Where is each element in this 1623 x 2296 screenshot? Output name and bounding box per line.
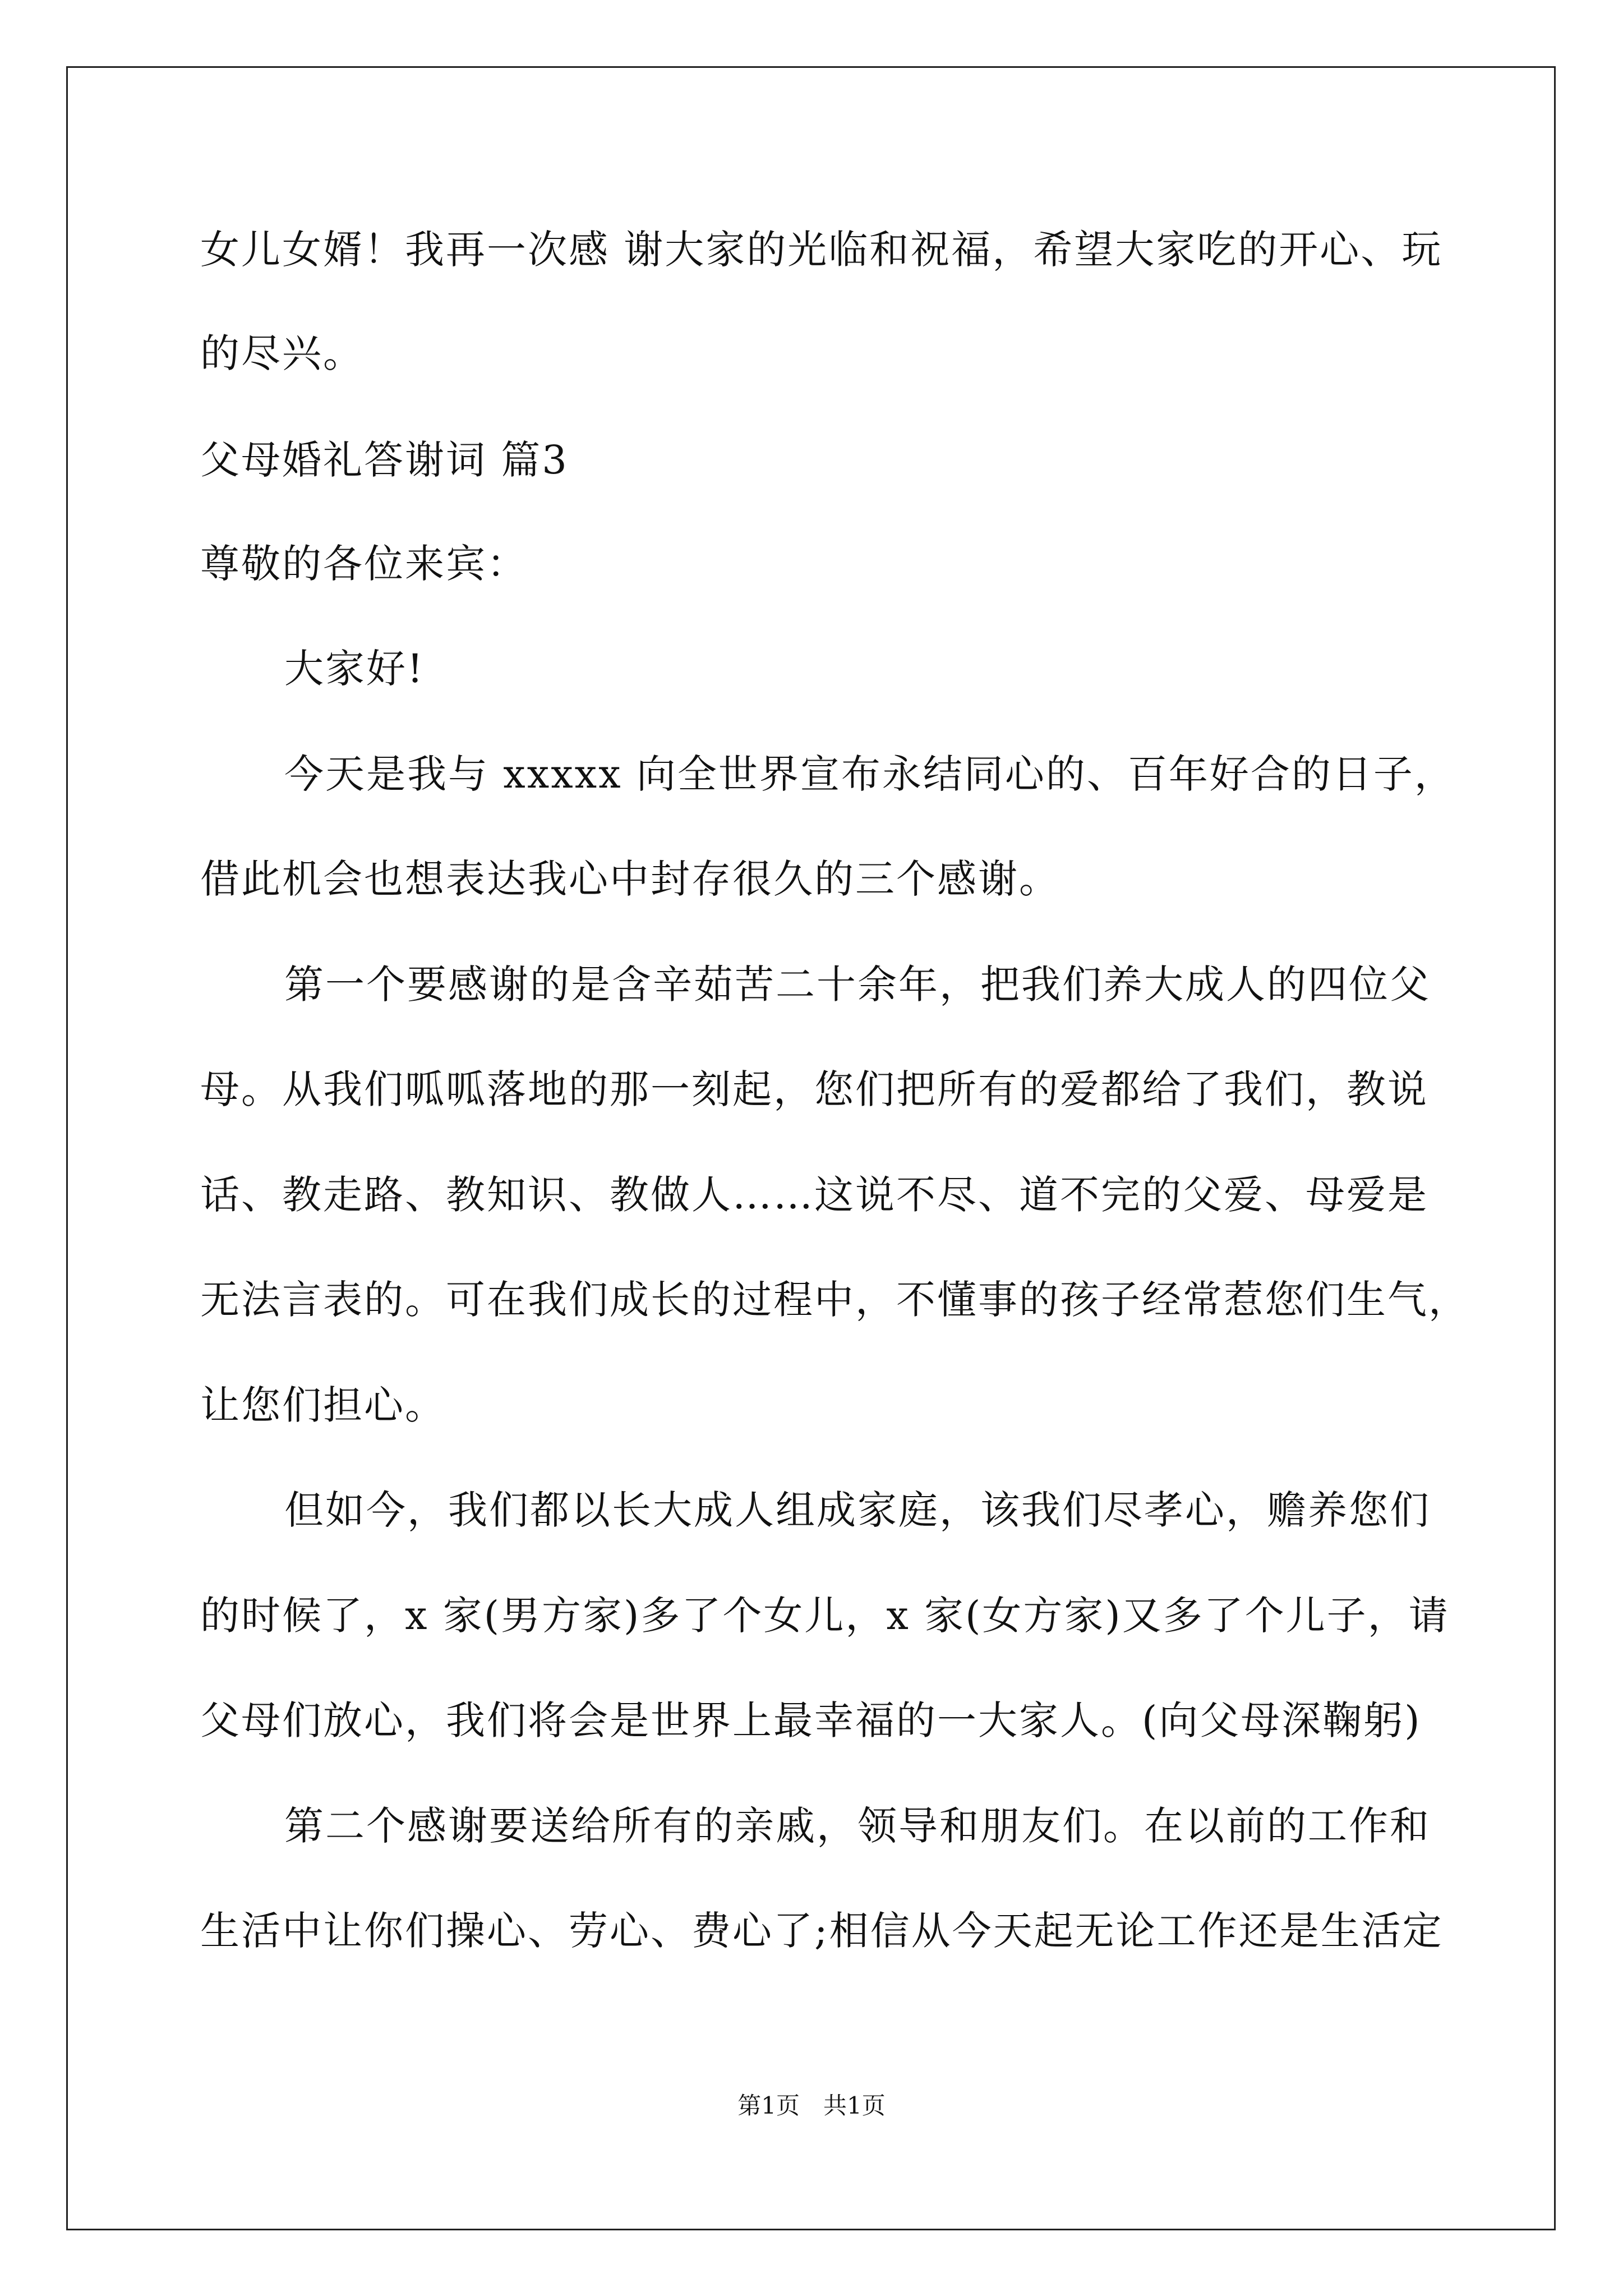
text-line-6: 今天是我与 xxxxx 向全世界宣布永结同心的、百年好合的日子，: [284, 751, 1455, 797]
salutation: 尊敬的各位来宾：: [200, 541, 528, 587]
text-line-8: 第一个要感谢的是含辛茹苦二十余年，把我们养大成人的四位父: [284, 961, 1431, 1007]
section-heading: 父母婚礼答谢词 篇3: [200, 437, 569, 483]
text-line-11: 无法言表的。可在我们成长的过程中，不懂事的孩子经常惹您们生气，: [200, 1277, 1469, 1323]
page-border: [66, 66, 1556, 2230]
text-line-9: 母。从我们呱呱落地的那一刻起，您们把所有的爱都给了我们，教说: [200, 1066, 1428, 1112]
text-line-7: 借此机会也想表达我心中封存很久的三个感谢。: [200, 856, 1060, 902]
text-line-16: 第二个感谢要送给所有的亲戚，领导和朋友们。在以前的工作和: [284, 1803, 1431, 1849]
text-line-13: 但如今，我们都以长大成人组成家庭，该我们尽孝心，赡养您们: [284, 1487, 1431, 1533]
greeting: 大家好!: [284, 646, 425, 692]
text-line-15: 父母们放心，我们将会是世界上最幸福的一大家人。(向父母深鞠躬): [200, 1697, 1422, 1743]
text-line-1: 女儿女婿！我再一次感 谢大家的光临和祝福，希望大家吃的开心、玩: [200, 227, 1443, 273]
text-line-10: 话、教走路、教知识、教做人……这说不尽、道不完的父爱、母爱是: [200, 1172, 1428, 1218]
text-line-12: 让您们担心。: [200, 1382, 446, 1428]
text-line-2: 的尽兴。: [200, 330, 364, 376]
text-line-14: 的时候了，x 家(男方家)多了个女儿，x 家(女方家)又多了个儿子，请: [200, 1593, 1450, 1639]
page-footer: 第1页 共1页: [737, 2092, 886, 2119]
text-line-17: 生活中让你们操心、劳心、费心了;相信从今天起无论工作还是生活定: [200, 1908, 1444, 1954]
